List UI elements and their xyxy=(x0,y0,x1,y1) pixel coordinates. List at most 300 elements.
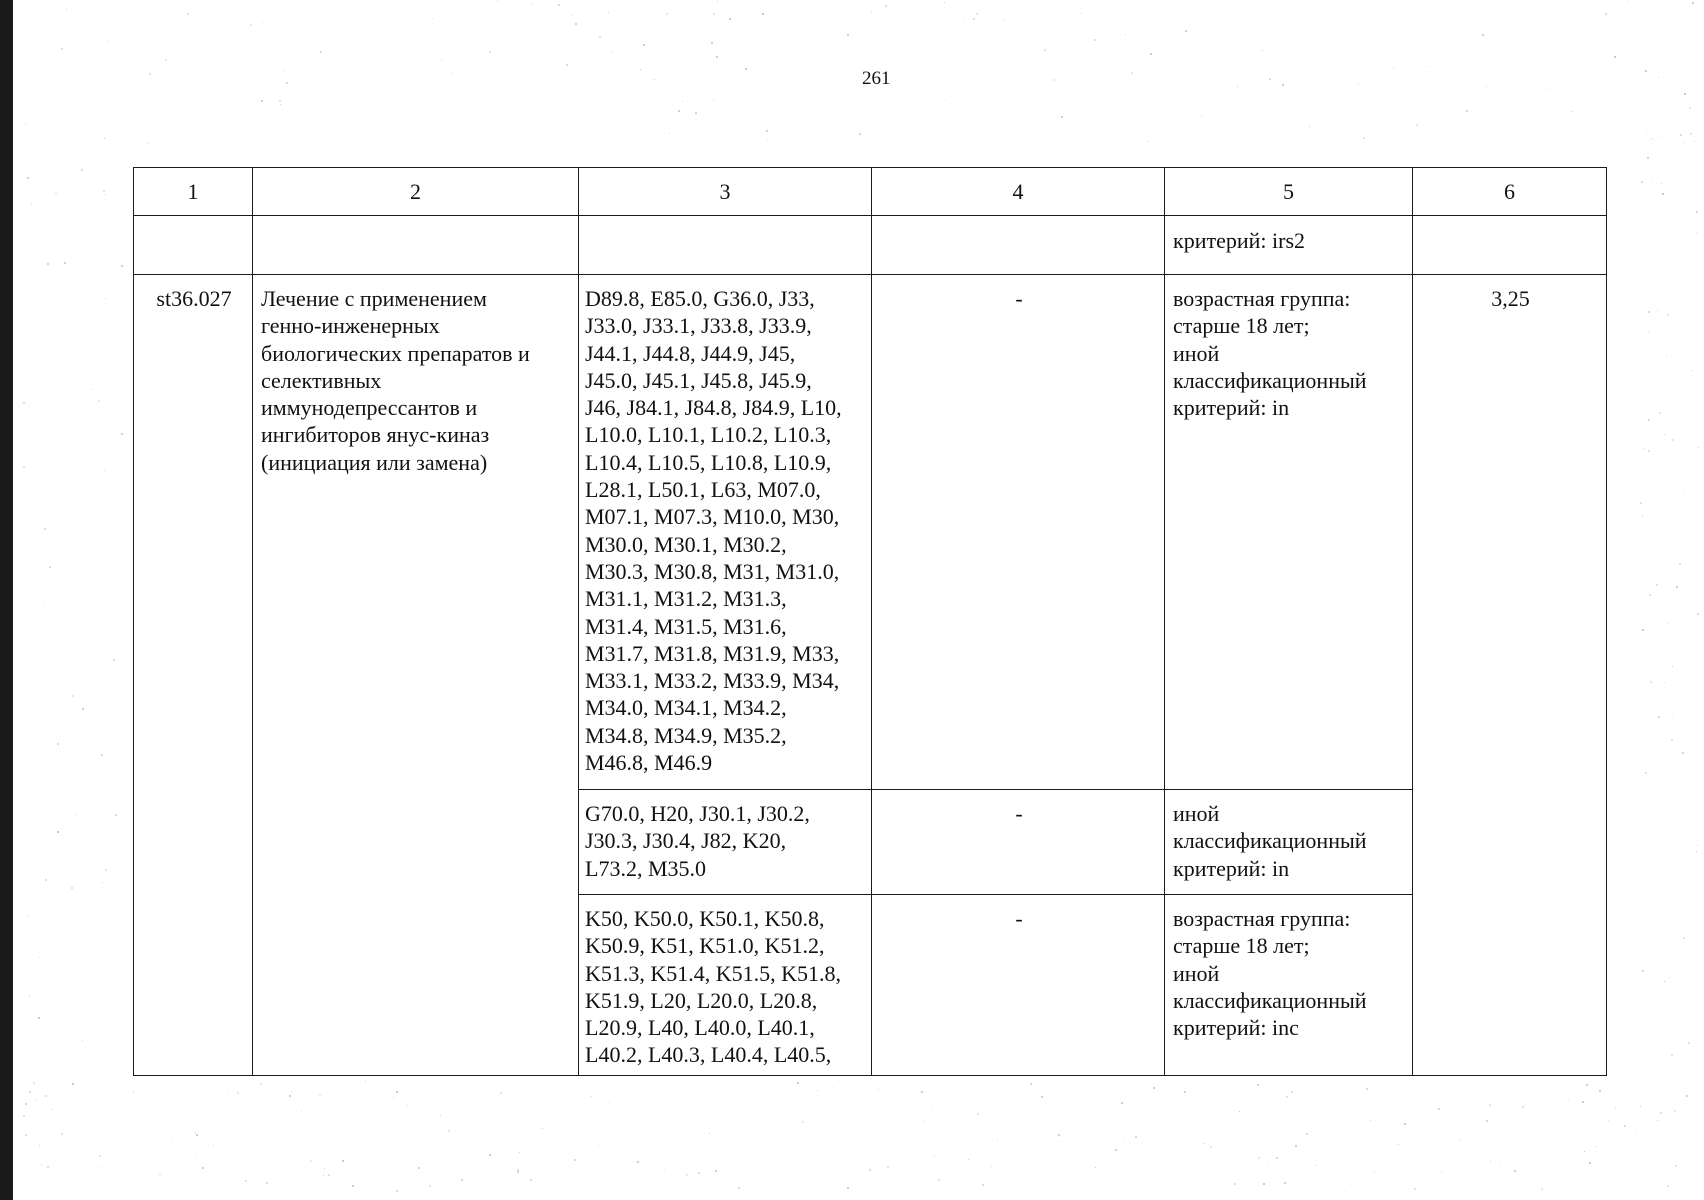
scan-speck xyxy=(976,13,978,15)
service-codes: - xyxy=(872,275,1165,790)
scan-speck xyxy=(475,1146,476,1147)
scan-speck xyxy=(1642,629,1644,631)
scan-speck xyxy=(530,1179,532,1181)
scan-speck xyxy=(45,1095,47,1097)
scan-speck xyxy=(1291,1091,1293,1093)
scan-speck xyxy=(1649,393,1650,394)
scan-speck xyxy=(934,1156,935,1157)
scan-speck xyxy=(1315,1165,1316,1166)
scan-speck xyxy=(997,1140,998,1141)
diagnosis-codes xyxy=(579,275,872,790)
scan-speck xyxy=(1282,84,1284,86)
criteria-line: критерий: inc xyxy=(1173,1015,1299,1041)
scan-speck xyxy=(766,130,768,132)
scan-speck xyxy=(531,4,532,5)
scan-speck xyxy=(25,1103,27,1105)
scan-speck xyxy=(323,1175,324,1176)
codes-line: J30.3, J30.4, J82, K20, xyxy=(585,828,787,854)
scan-speck xyxy=(41,1164,42,1165)
scan-speck xyxy=(542,1128,543,1129)
scan-speck xyxy=(1500,1164,1501,1165)
scan-speck xyxy=(1472,65,1473,66)
scan-speck xyxy=(78,717,79,718)
scan-speck xyxy=(1650,933,1651,934)
continuation-row xyxy=(134,216,1607,275)
scan-speck xyxy=(664,1169,665,1170)
scan-speck xyxy=(1363,137,1365,139)
scan-speck xyxy=(608,12,609,13)
scan-speck xyxy=(28,916,29,917)
scan-speck xyxy=(172,1138,173,1139)
codes-line: M34.8, M34.9, M35.2, xyxy=(585,722,787,748)
header-row xyxy=(134,168,1607,216)
scan-speck xyxy=(1262,50,1263,51)
codes-line: L20.9, L40, L40.0, L40.1, xyxy=(585,1015,815,1041)
criteria-line: старше 18 лет; xyxy=(1173,933,1310,959)
scan-speck xyxy=(1699,1082,1700,1083)
header-col-4: 4 xyxy=(872,168,1165,216)
codes-line: G70.0, H20, J30.1, J30.2, xyxy=(585,801,810,826)
scan-speck xyxy=(738,1187,740,1189)
scan-speck xyxy=(76,814,77,815)
scan-speck xyxy=(1599,1090,1601,1092)
scan-speck xyxy=(28,928,29,929)
scan-speck xyxy=(767,140,768,141)
criteria-line: иной xyxy=(1173,801,1220,826)
scan-speck xyxy=(489,51,491,53)
scan-speck xyxy=(517,1171,519,1173)
codes-line: M30.3, M30.8, M31, M31.0, xyxy=(585,558,840,584)
scan-speck xyxy=(1684,142,1685,143)
scan-speck xyxy=(598,1145,599,1146)
scan-speck xyxy=(574,1159,576,1161)
tariff-table xyxy=(133,167,1607,1076)
scan-speck xyxy=(1648,332,1649,333)
group-code: st36.027 xyxy=(134,275,253,1076)
codes-line: M34.0, M34.1, M34.2, xyxy=(585,695,787,721)
scan-speck xyxy=(871,12,872,13)
header-col-6: 6 xyxy=(1413,168,1607,216)
scan-speck xyxy=(575,23,577,25)
scan-speck xyxy=(1645,70,1647,72)
scan-speck xyxy=(1641,181,1643,183)
scan-speck xyxy=(1662,193,1664,195)
scan-speck xyxy=(1674,1110,1676,1112)
scan-speck xyxy=(1654,1091,1655,1092)
scan-speck xyxy=(261,100,263,102)
scan-speck xyxy=(1689,107,1691,109)
group-name-line: генно-инженерных xyxy=(261,313,440,339)
scan-speck xyxy=(396,1091,398,1093)
scan-speck xyxy=(643,44,645,46)
service-codes: - xyxy=(872,895,1165,1076)
scan-speck xyxy=(328,1174,330,1176)
scan-speck xyxy=(1004,19,1005,20)
scan-speck xyxy=(31,204,32,205)
scan-speck xyxy=(938,1179,940,1181)
scan-speck xyxy=(1489,1104,1491,1106)
scan-speck xyxy=(1295,1145,1297,1147)
scan-speck xyxy=(1257,1084,1259,1086)
scan-speck xyxy=(51,1109,52,1110)
scan-speck xyxy=(1568,1099,1569,1100)
group-name-line: (инициация или замена) xyxy=(261,449,488,475)
scan-speck xyxy=(64,262,66,264)
scan-speck xyxy=(489,1154,491,1156)
scan-speck xyxy=(1404,1123,1406,1125)
codes-line: M33.1, M33.2, M33.9, M34, xyxy=(585,668,840,694)
scan-speck xyxy=(250,24,252,26)
scan-speck xyxy=(1694,141,1695,142)
scan-speck xyxy=(377,1170,378,1171)
codes-line: M07.1, M07.3, M10.0, M30, xyxy=(585,504,840,530)
scan-speck xyxy=(1374,1171,1375,1172)
codes-line: D89.8, E85.0, G36.0, J33, xyxy=(585,286,815,311)
scan-speck xyxy=(944,2,945,3)
scan-speck xyxy=(289,1095,291,1097)
scan-speck xyxy=(1664,981,1665,982)
scan-speck xyxy=(802,1121,804,1123)
scan-speck xyxy=(36,1099,37,1100)
header-col-5: 5 xyxy=(1165,168,1413,216)
scan-speck xyxy=(101,754,103,756)
scan-speck xyxy=(1506,69,1507,70)
scan-speck xyxy=(637,1161,639,1163)
scan-speck xyxy=(1675,1165,1677,1167)
scan-speck xyxy=(352,1185,354,1187)
scan-speck xyxy=(1595,1146,1596,1147)
group-name-line: селективных xyxy=(261,367,382,393)
scan-speck xyxy=(1652,179,1653,180)
scan-speck xyxy=(1658,77,1659,78)
codes-line: J33.0, J33.1, J33.8, J33.9, xyxy=(585,313,812,339)
group-name-line: иммунодепрессантов и xyxy=(261,395,478,421)
scan-speck xyxy=(711,42,713,44)
scan-speck xyxy=(1584,1151,1585,1152)
scan-speck xyxy=(613,47,614,48)
continuation-cell-1 xyxy=(134,216,253,275)
scan-speck xyxy=(695,112,697,114)
continuation-cell-4 xyxy=(872,216,1165,275)
codes-line: K50, K50.0, K50.1, K50.8, xyxy=(585,906,825,931)
scan-speck xyxy=(98,1166,99,1167)
scan-speck xyxy=(133,1091,134,1092)
service-codes: - xyxy=(872,790,1165,895)
scan-speck xyxy=(541,90,542,91)
scan-speck xyxy=(1121,1102,1123,1104)
diagnosis-codes xyxy=(579,790,872,895)
scan-speck xyxy=(1398,1144,1399,1145)
scan-speck xyxy=(39,957,40,958)
scan-speck xyxy=(1150,53,1152,55)
scan-speck xyxy=(1665,1150,1666,1151)
scan-speck xyxy=(202,1167,204,1169)
scan-speck xyxy=(29,996,30,997)
scan-speck xyxy=(885,5,887,7)
scan-speck xyxy=(1482,34,1484,36)
scan-speck xyxy=(1657,310,1658,311)
scan-speck xyxy=(1635,1130,1636,1131)
scan-speck xyxy=(47,1166,49,1168)
criteria-line: иной xyxy=(1173,340,1220,366)
cost-coefficient: 3,25 xyxy=(1413,275,1607,1076)
scan-speck xyxy=(1309,126,1310,127)
scan-speck xyxy=(1135,1136,1137,1138)
scan-speck xyxy=(1672,717,1673,718)
scan-speck xyxy=(1697,845,1698,846)
scan-speck xyxy=(1358,84,1359,85)
codes-line: L10.4, L10.5, L10.8, L10.9, xyxy=(585,449,832,475)
scan-speck xyxy=(1696,851,1697,852)
scan-speck xyxy=(1650,681,1652,683)
scan-speck xyxy=(762,13,764,15)
scan-speck xyxy=(47,263,49,265)
scan-speck xyxy=(1680,134,1682,136)
scan-speck xyxy=(1201,116,1202,117)
criteria-line: классификационный xyxy=(1173,828,1367,854)
scan-left-edge xyxy=(0,0,13,1200)
scan-speck xyxy=(25,1134,27,1136)
scan-speck xyxy=(418,109,419,110)
scan-speck xyxy=(640,69,641,70)
scan-speck xyxy=(1642,970,1644,972)
scan-speck xyxy=(1647,157,1649,159)
scan-speck xyxy=(847,34,849,36)
codes-line: K51.9, L20, L20.0, L20.8, xyxy=(585,987,818,1013)
scan-speck xyxy=(963,17,964,18)
scan-speck xyxy=(1667,623,1668,624)
scan-speck xyxy=(432,18,433,19)
scan-speck xyxy=(29,1091,31,1093)
scan-speck xyxy=(45,879,47,881)
scan-speck xyxy=(1546,88,1547,89)
scan-speck xyxy=(761,1122,762,1123)
scan-speck xyxy=(931,1108,932,1109)
scan-speck xyxy=(320,51,322,53)
scan-speck xyxy=(1664,434,1665,435)
scan-speck xyxy=(1147,141,1148,142)
scan-speck xyxy=(717,1,718,2)
scan-speck xyxy=(1429,66,1430,67)
scan-speck xyxy=(395,57,396,58)
scan-speck xyxy=(1659,412,1661,414)
scan-speck xyxy=(1268,1163,1269,1164)
codes-line: J46, J84.1, J84.8, J84.9, L10, xyxy=(585,395,842,421)
scan-speck xyxy=(698,1172,700,1174)
scan-speck xyxy=(887,1166,889,1168)
codes-line: L40.2, L40.3, L40.4, L40.5, xyxy=(585,1042,832,1068)
criteria-line: возрастная группа: xyxy=(1173,286,1351,311)
scan-speck xyxy=(1686,1095,1688,1097)
scan-speck xyxy=(1115,1149,1117,1151)
scan-speck xyxy=(1306,1133,1308,1135)
scan-speck xyxy=(61,1133,63,1135)
header-col-1: 1 xyxy=(134,168,253,216)
scan-speck xyxy=(878,1089,879,1090)
scan-speck xyxy=(1657,1120,1658,1121)
scan-speck xyxy=(497,0,498,1)
group-name-line: ингибиторов янус-киназ xyxy=(261,422,490,448)
scan-speck xyxy=(1393,68,1394,69)
scan-speck xyxy=(1684,493,1685,494)
scan-speck xyxy=(847,1187,849,1189)
scan-speck xyxy=(1030,1083,1032,1085)
scan-speck xyxy=(441,59,442,60)
scan-speck xyxy=(196,1157,197,1158)
scan-speck xyxy=(1586,1084,1588,1086)
scan-speck xyxy=(301,1111,302,1112)
scan-speck xyxy=(591,1096,592,1097)
scan-speck xyxy=(1624,1125,1626,1127)
scan-speck xyxy=(1614,56,1616,58)
scan-speck xyxy=(33,1082,35,1084)
scan-speck xyxy=(797,1082,799,1084)
scan-speck xyxy=(1288,1092,1289,1093)
scan-speck xyxy=(519,1152,520,1153)
scan-speck xyxy=(187,13,189,15)
scan-speck xyxy=(83,12,84,13)
criteria-line: возрастная группа: xyxy=(1173,906,1351,931)
scan-speck xyxy=(713,100,714,101)
scan-speck xyxy=(1696,211,1698,213)
continuation-cell-6 xyxy=(1413,216,1607,275)
scan-speck xyxy=(1648,450,1650,452)
scan-speck xyxy=(1414,1188,1416,1190)
scan-speck xyxy=(1095,1167,1096,1168)
scan-speck xyxy=(310,1160,312,1162)
scan-speck xyxy=(1608,1120,1609,1121)
scan-speck xyxy=(286,82,288,84)
codes-line: M46.8, M46.9 xyxy=(585,750,713,776)
scan-speck xyxy=(121,433,123,435)
scan-speck xyxy=(1284,1182,1286,1184)
scan-speck xyxy=(1672,666,1673,667)
scan-speck xyxy=(1646,130,1647,131)
scan-speck xyxy=(832,1087,833,1088)
scan-speck xyxy=(921,1091,923,1093)
scan-speck xyxy=(71,364,72,365)
scan-speck xyxy=(715,1170,717,1172)
scan-speck xyxy=(1459,1139,1460,1140)
scan-speck xyxy=(115,814,117,816)
scan-speck xyxy=(92,389,93,390)
scan-speck xyxy=(1683,937,1685,939)
scan-speck xyxy=(66,9,67,10)
scan-speck xyxy=(618,34,619,35)
scan-speck xyxy=(839,67,840,68)
scan-speck xyxy=(729,18,731,20)
scan-speck xyxy=(572,15,573,16)
scan-speck xyxy=(1615,1107,1616,1108)
page-number: 261 xyxy=(862,68,891,89)
scan-speck xyxy=(1026,1092,1027,1093)
scan-speck xyxy=(1239,1111,1240,1112)
scan-speck xyxy=(105,869,107,871)
scan-speck xyxy=(654,79,655,80)
codes-line: M31.4, M31.5, M31.6, xyxy=(585,613,787,639)
scan-speck xyxy=(1263,1183,1265,1185)
scan-speck xyxy=(1680,310,1681,311)
scan-speck xyxy=(1628,1,1629,2)
scan-speck xyxy=(1648,311,1650,313)
scan-speck xyxy=(1370,1120,1371,1121)
scan-speck xyxy=(260,1083,262,1085)
group-name-line: биологических препаратов и xyxy=(261,340,530,366)
scan-speck xyxy=(1514,1170,1516,1172)
scan-speck xyxy=(666,13,668,15)
scan-speck xyxy=(1644,448,1645,449)
scan-speck xyxy=(105,298,106,299)
scan-speck xyxy=(1667,314,1669,316)
scan-speck xyxy=(982,1184,984,1186)
scan-speck xyxy=(1648,419,1650,421)
scan-speck xyxy=(104,470,105,471)
scan-speck xyxy=(452,73,453,74)
criteria xyxy=(1165,895,1413,1076)
scan-speck xyxy=(1671,1054,1673,1056)
scan-speck xyxy=(25,124,26,125)
header-col-2: 2 xyxy=(253,168,579,216)
scan-speck xyxy=(1123,1138,1124,1139)
scan-speck xyxy=(1094,39,1096,41)
scan-speck xyxy=(266,1182,268,1184)
scan-speck xyxy=(49,566,51,568)
codes-line: M31.7, M31.8, M31.9, M33, xyxy=(585,640,840,666)
scan-speck xyxy=(1269,78,1271,80)
scan-speck xyxy=(950,132,951,133)
scan-speck xyxy=(418,1167,420,1169)
scan-speck xyxy=(149,73,151,75)
scan-speck xyxy=(1666,1183,1667,1184)
scan-speck xyxy=(1652,45,1653,46)
scan-speck xyxy=(1276,1157,1278,1159)
group-name-line: Лечение с применением xyxy=(261,286,487,311)
scan-speck xyxy=(1486,1120,1488,1122)
scan-speck xyxy=(1466,110,1468,112)
scan-speck xyxy=(441,1107,442,1108)
scan-speck xyxy=(924,1121,925,1122)
scan-speck xyxy=(1061,1141,1062,1142)
scan-speck xyxy=(1041,1096,1043,1098)
scan-speck xyxy=(442,115,443,116)
scan-speck xyxy=(82,708,84,710)
scan-speck xyxy=(1258,1157,1260,1159)
continuation-criteria: критерий: irs2 xyxy=(1165,216,1413,275)
scan-speck xyxy=(27,177,29,179)
scan-speck xyxy=(41,533,42,534)
scan-speck xyxy=(103,190,105,192)
scan-speck xyxy=(854,62,855,63)
criteria-line: иной xyxy=(1173,960,1220,986)
scan-speck xyxy=(102,882,103,883)
scan-speck xyxy=(1660,1112,1662,1114)
scan-speck xyxy=(1698,447,1699,448)
scan-speck xyxy=(1658,716,1660,718)
scan-speck xyxy=(1693,518,1694,519)
scan-speck xyxy=(1687,795,1688,796)
scan-speck xyxy=(716,56,718,58)
scan-speck xyxy=(859,133,861,135)
scan-speck xyxy=(920,1156,921,1157)
scan-speck xyxy=(1125,34,1126,35)
scan-speck xyxy=(454,1157,455,1158)
scan-speck xyxy=(113,659,115,661)
scan-speck xyxy=(461,1179,463,1181)
scan-speck xyxy=(342,1160,344,1162)
scan-speck xyxy=(213,1145,214,1146)
scan-speck xyxy=(1210,1146,1212,1148)
scan-speck xyxy=(1677,66,1678,67)
